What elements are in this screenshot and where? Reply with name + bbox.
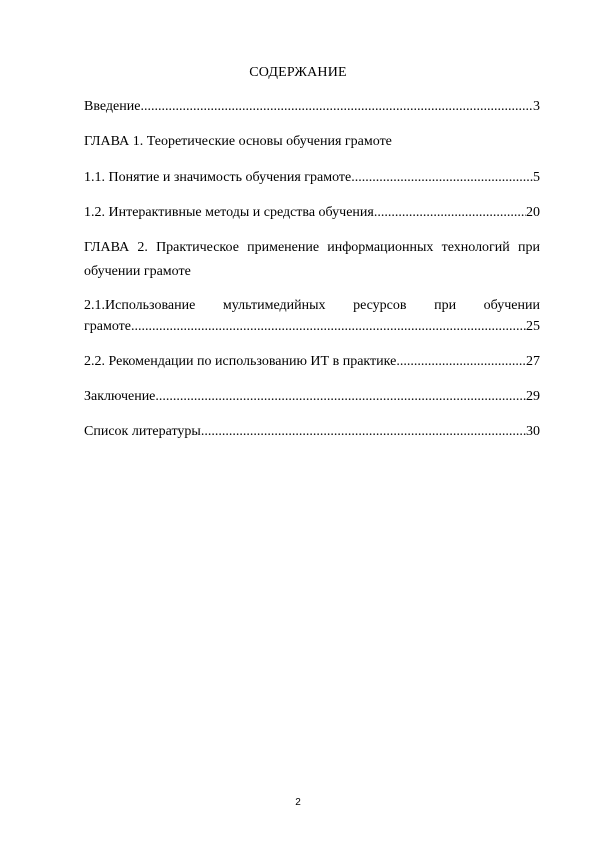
toc-entry-label: Заключение xyxy=(84,389,156,404)
page-number: 2 xyxy=(295,797,301,808)
chapter-2-word: информационных xyxy=(327,240,434,255)
page-title: СОДЕРЖАНИЕ xyxy=(249,65,347,80)
chapter-2-word: при xyxy=(517,240,540,255)
toc-entry-conclusion xyxy=(84,388,540,406)
toc-page-number: 5 xyxy=(533,170,540,185)
chapter-2-word: Практическое xyxy=(156,240,239,255)
toc-chapter-2-line-1 xyxy=(84,239,540,257)
toc-entry-label: грамоте xyxy=(84,319,131,334)
toc-entry-2-1-line-1 xyxy=(84,297,540,315)
entry-2-1-word: обучении xyxy=(483,298,540,313)
toc-entry-references xyxy=(84,423,540,441)
toc-page-number: 20 xyxy=(526,205,540,220)
toc-entry-1-1 xyxy=(84,169,540,187)
toc-entry-2-1-line-2 xyxy=(84,318,540,336)
toc-entry-label: Введение xyxy=(84,99,141,114)
toc-entry-label: 2.2. Рекомендации по использованию ИТ в практике xyxy=(84,354,397,369)
toc-chapter-2-line-2: обучении грамоте xyxy=(84,264,191,279)
chapter-2-word: технологий xyxy=(441,240,510,255)
dot-leader xyxy=(374,204,526,222)
toc-entry-1-2 xyxy=(84,204,540,222)
entry-2-1-word: мультимедийных xyxy=(222,298,326,313)
dot-leader xyxy=(351,169,533,187)
toc-page-number: 25 xyxy=(526,319,540,334)
entry-2-1-word: при xyxy=(434,298,457,313)
entry-2-1-word: 2.1.Использование xyxy=(84,298,196,313)
chapter-2-word: 2. xyxy=(137,240,148,255)
dot-leader xyxy=(140,98,533,116)
entry-2-1-word: ресурсов xyxy=(353,298,407,313)
toc-entry-label: Список литературы xyxy=(84,424,201,439)
dot-leader xyxy=(201,423,526,441)
toc-page-number: 3 xyxy=(533,99,540,114)
toc-entry-label: 1.1. Понятие и значимость обучения грамоте xyxy=(84,170,352,185)
dot-leader xyxy=(131,318,526,336)
toc-page-number: 29 xyxy=(526,389,540,404)
toc-entry-intro xyxy=(84,98,540,116)
toc-page-number: 27 xyxy=(526,354,540,369)
toc-page-number: 30 xyxy=(526,424,540,439)
toc-entry-2-2 xyxy=(84,353,540,371)
chapter-2-word: применение xyxy=(247,240,320,255)
dot-leader xyxy=(155,388,526,406)
toc-entry-label: 1.2. Интерактивные методы и средства обучения xyxy=(84,205,374,220)
chapter-2-word: ГЛАВА xyxy=(84,240,130,255)
toc-chapter-1: ГЛАВА 1. Теоретические основы обучения грамоте xyxy=(84,134,392,149)
dot-leader xyxy=(396,353,526,371)
